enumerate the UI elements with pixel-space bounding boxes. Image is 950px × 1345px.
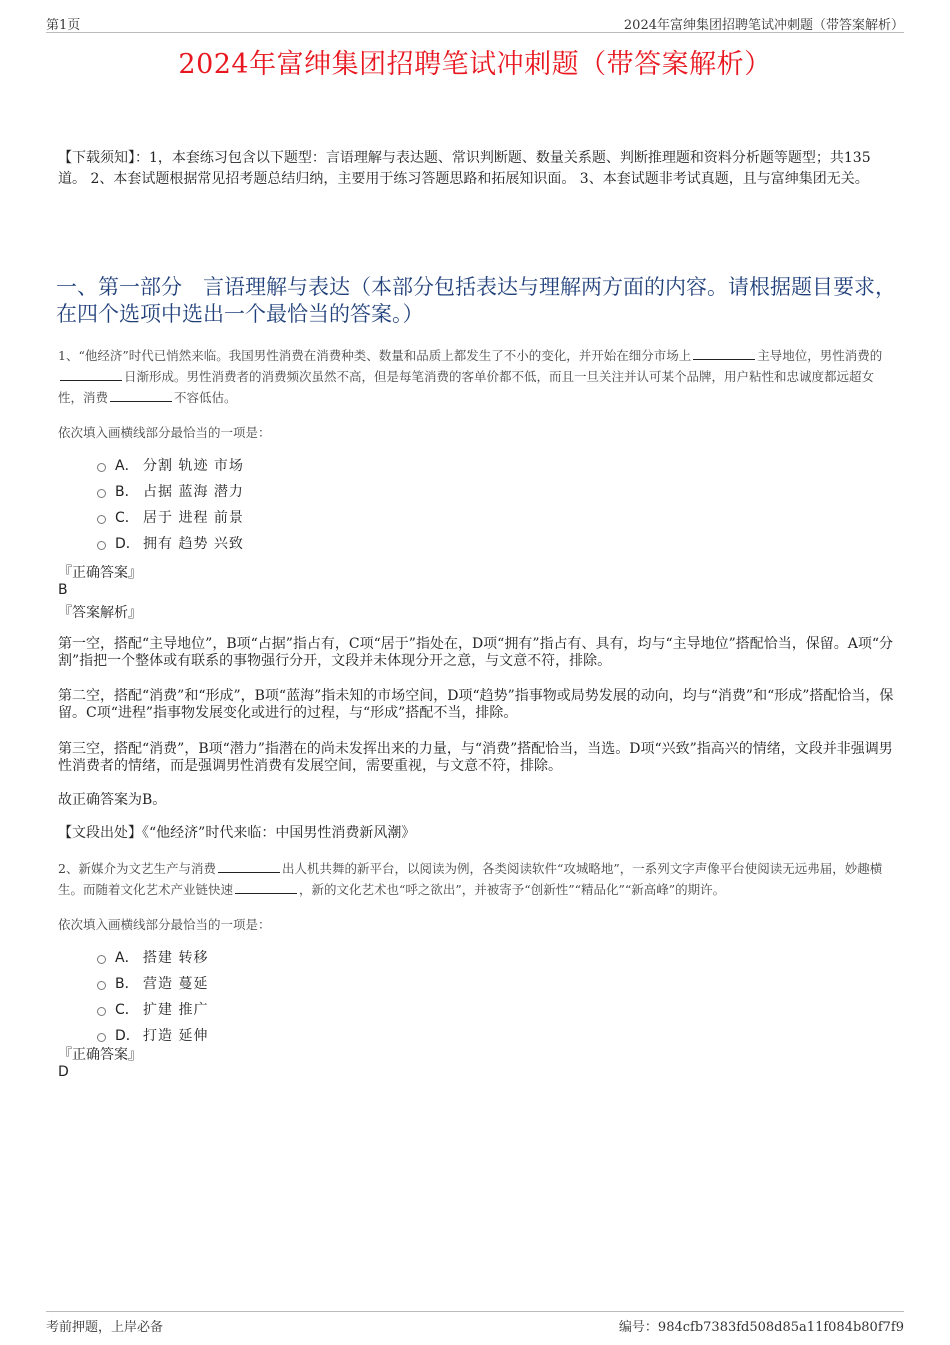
radio-icon[interactable] xyxy=(97,463,106,472)
page-number: 第1页 xyxy=(46,18,81,33)
correct-answer-label: 『正确答案』 xyxy=(58,565,142,581)
option-letter: B． xyxy=(115,976,139,992)
option-letter: D． xyxy=(115,536,140,552)
page-title: 2024年富绅集团招聘笔试冲刺题（带答案解析） xyxy=(178,49,772,80)
document-id: 编号：984cfb7383fd508d85a11f084b80f7f9 xyxy=(618,1320,904,1335)
radio-icon[interactable] xyxy=(97,1007,106,1016)
page-footer xyxy=(46,1311,904,1334)
q2-option-a[interactable] xyxy=(97,946,208,968)
analysis-conclusion: 故正确答案为B。 xyxy=(58,792,167,808)
q2-option-c[interactable] xyxy=(97,998,208,1020)
radio-icon[interactable] xyxy=(97,489,106,498)
question-2-text xyxy=(58,858,898,900)
question-1-text xyxy=(58,345,898,408)
answer-blank xyxy=(110,387,172,402)
answer-blank xyxy=(235,879,297,894)
radio-icon[interactable] xyxy=(97,955,106,964)
option-letter: C． xyxy=(115,510,139,526)
analysis-paragraph: 第二空，搭配“消费”和“形成”，B项“蓝海”指未知的市场空间，D项“趋势”指事物或局势发展的动向，均与“消费”和“形成”搭配恰当，保留。C项“进程”指事物发展变化或进行的过程，与“形成”搭配不当，排除。 xyxy=(58,688,894,721)
answer-blank xyxy=(60,366,122,381)
radio-icon[interactable] xyxy=(97,981,106,990)
radio-icon[interactable] xyxy=(97,541,106,550)
option-text: 打造 延伸 xyxy=(143,1028,209,1044)
option-letter: D． xyxy=(115,1028,140,1044)
q2-text-part: 2、新媒介为文艺生产与消费 xyxy=(58,861,216,876)
q1-text-part: 1、“他经济”时代已悄然来临。我国男性消费在消费种类、数量和品质上都发生了不小的变化，并开始在细分市场上 xyxy=(58,348,692,363)
footer-slogan: 考前押题，上岸必备 xyxy=(46,1320,164,1335)
correct-answer: B xyxy=(58,582,68,598)
radio-icon[interactable] xyxy=(97,515,106,524)
q1-option-d[interactable] xyxy=(97,532,244,554)
option-text: 居于 进程 前景 xyxy=(143,510,244,526)
option-text: 营造 蔓延 xyxy=(143,976,209,992)
q1-option-c[interactable] xyxy=(97,506,244,528)
q1-text-part: 日渐形成。男性消费者的消费频次虽然不高，但是每笔消费的客单价都不低，而且一旦关注并认可某个品牌，用户粘性和忠诚度都远超女性，消费 xyxy=(58,369,875,405)
analysis-paragraph: 第一空，搭配“主导地位”，B项“占据”指占有，C项“居于”指处在，D项“拥有”指占有、具有，均与“主导地位”搭配恰当，保留。A项“分割”指把一个整体或有联系的事物强行分开，文段并未体现分开之意，与文意不符，排除。 xyxy=(58,636,894,669)
answer-blank xyxy=(693,345,755,360)
section-title: 一、第一部分 言语理解与表达（本部分包括表达与理解两方面的内容。请根据题目要求，在四个选项中选出一个最恰当的答案。） xyxy=(56,275,896,326)
option-text: 分割 轨迹 市场 xyxy=(143,458,244,474)
option-text: 占据 蓝海 潜力 xyxy=(143,484,244,500)
question-2-prompt: 依次填入画横线部分最恰当的一项是： xyxy=(58,917,271,932)
option-letter: B． xyxy=(115,484,139,500)
answer-blank xyxy=(218,858,280,873)
source-citation: 【文段出处】《“他经济”时代来临：中国男性消费新风潮》 xyxy=(58,825,416,841)
correct-answer-label: 『正确答案』 xyxy=(58,1047,142,1063)
q1-option-a[interactable] xyxy=(97,454,244,476)
correct-answer: D xyxy=(58,1064,69,1080)
q2-option-b[interactable] xyxy=(97,972,208,994)
page-header xyxy=(46,12,904,33)
option-letter: A． xyxy=(115,950,139,966)
q1-text-part: 不容低估。 xyxy=(174,390,237,405)
header-doc-title: 2024年富绅集团招聘笔试冲刺题（带答案解析） xyxy=(623,18,904,33)
option-letter: C． xyxy=(115,1002,139,1018)
option-letter: A． xyxy=(115,458,139,474)
question-1-prompt: 依次填入画横线部分最恰当的一项是： xyxy=(58,425,271,440)
download-notice: 【下载须知】：1，本套练习包含以下题型：言语理解与表达题、常识判断题、数量关系题、判断推理题和资料分析题等题型；共135道。 2、本套试题根据常见招考题总结归纳，主要用于练习答题思路和拓展知识面。 3、本套试题非考试真题，且与富绅集团无关。 xyxy=(58,150,871,187)
q2-text-part: 出人机共舞的新平台，以阅读为例，各类阅读软件“攻城略地”，一系列文字声像平台使阅读无远弗届，妙趣横生。而随着文化艺术产业链快速 xyxy=(58,861,883,897)
option-text: 扩建 推广 xyxy=(143,1002,209,1018)
q2-option-d[interactable] xyxy=(97,1024,208,1046)
option-text: 搭建 转移 xyxy=(143,950,209,966)
option-text: 拥有 趋势 兴致 xyxy=(143,536,244,552)
q2-text-part: ，新的文化艺术也“呼之欲出”，并被寄予“创新性”“精品化”“新高峰”的期许。 xyxy=(299,882,726,897)
analysis-label: 『答案解析』 xyxy=(58,605,142,621)
analysis-paragraph: 第三空，搭配“消费”，B项“潜力”指潜在的尚未发挥出来的力量，与“消费”搭配恰当，当选。D项“兴致”指高兴的情绪，文段并非强调男性消费者的情绪，而是强调男性消费有发展空间，需要重视，与文意不符，排除。 xyxy=(58,741,893,774)
q1-option-b[interactable] xyxy=(97,480,244,502)
radio-icon[interactable] xyxy=(97,1033,106,1042)
q1-text-part: 主导地位，男性消费的 xyxy=(757,348,883,363)
